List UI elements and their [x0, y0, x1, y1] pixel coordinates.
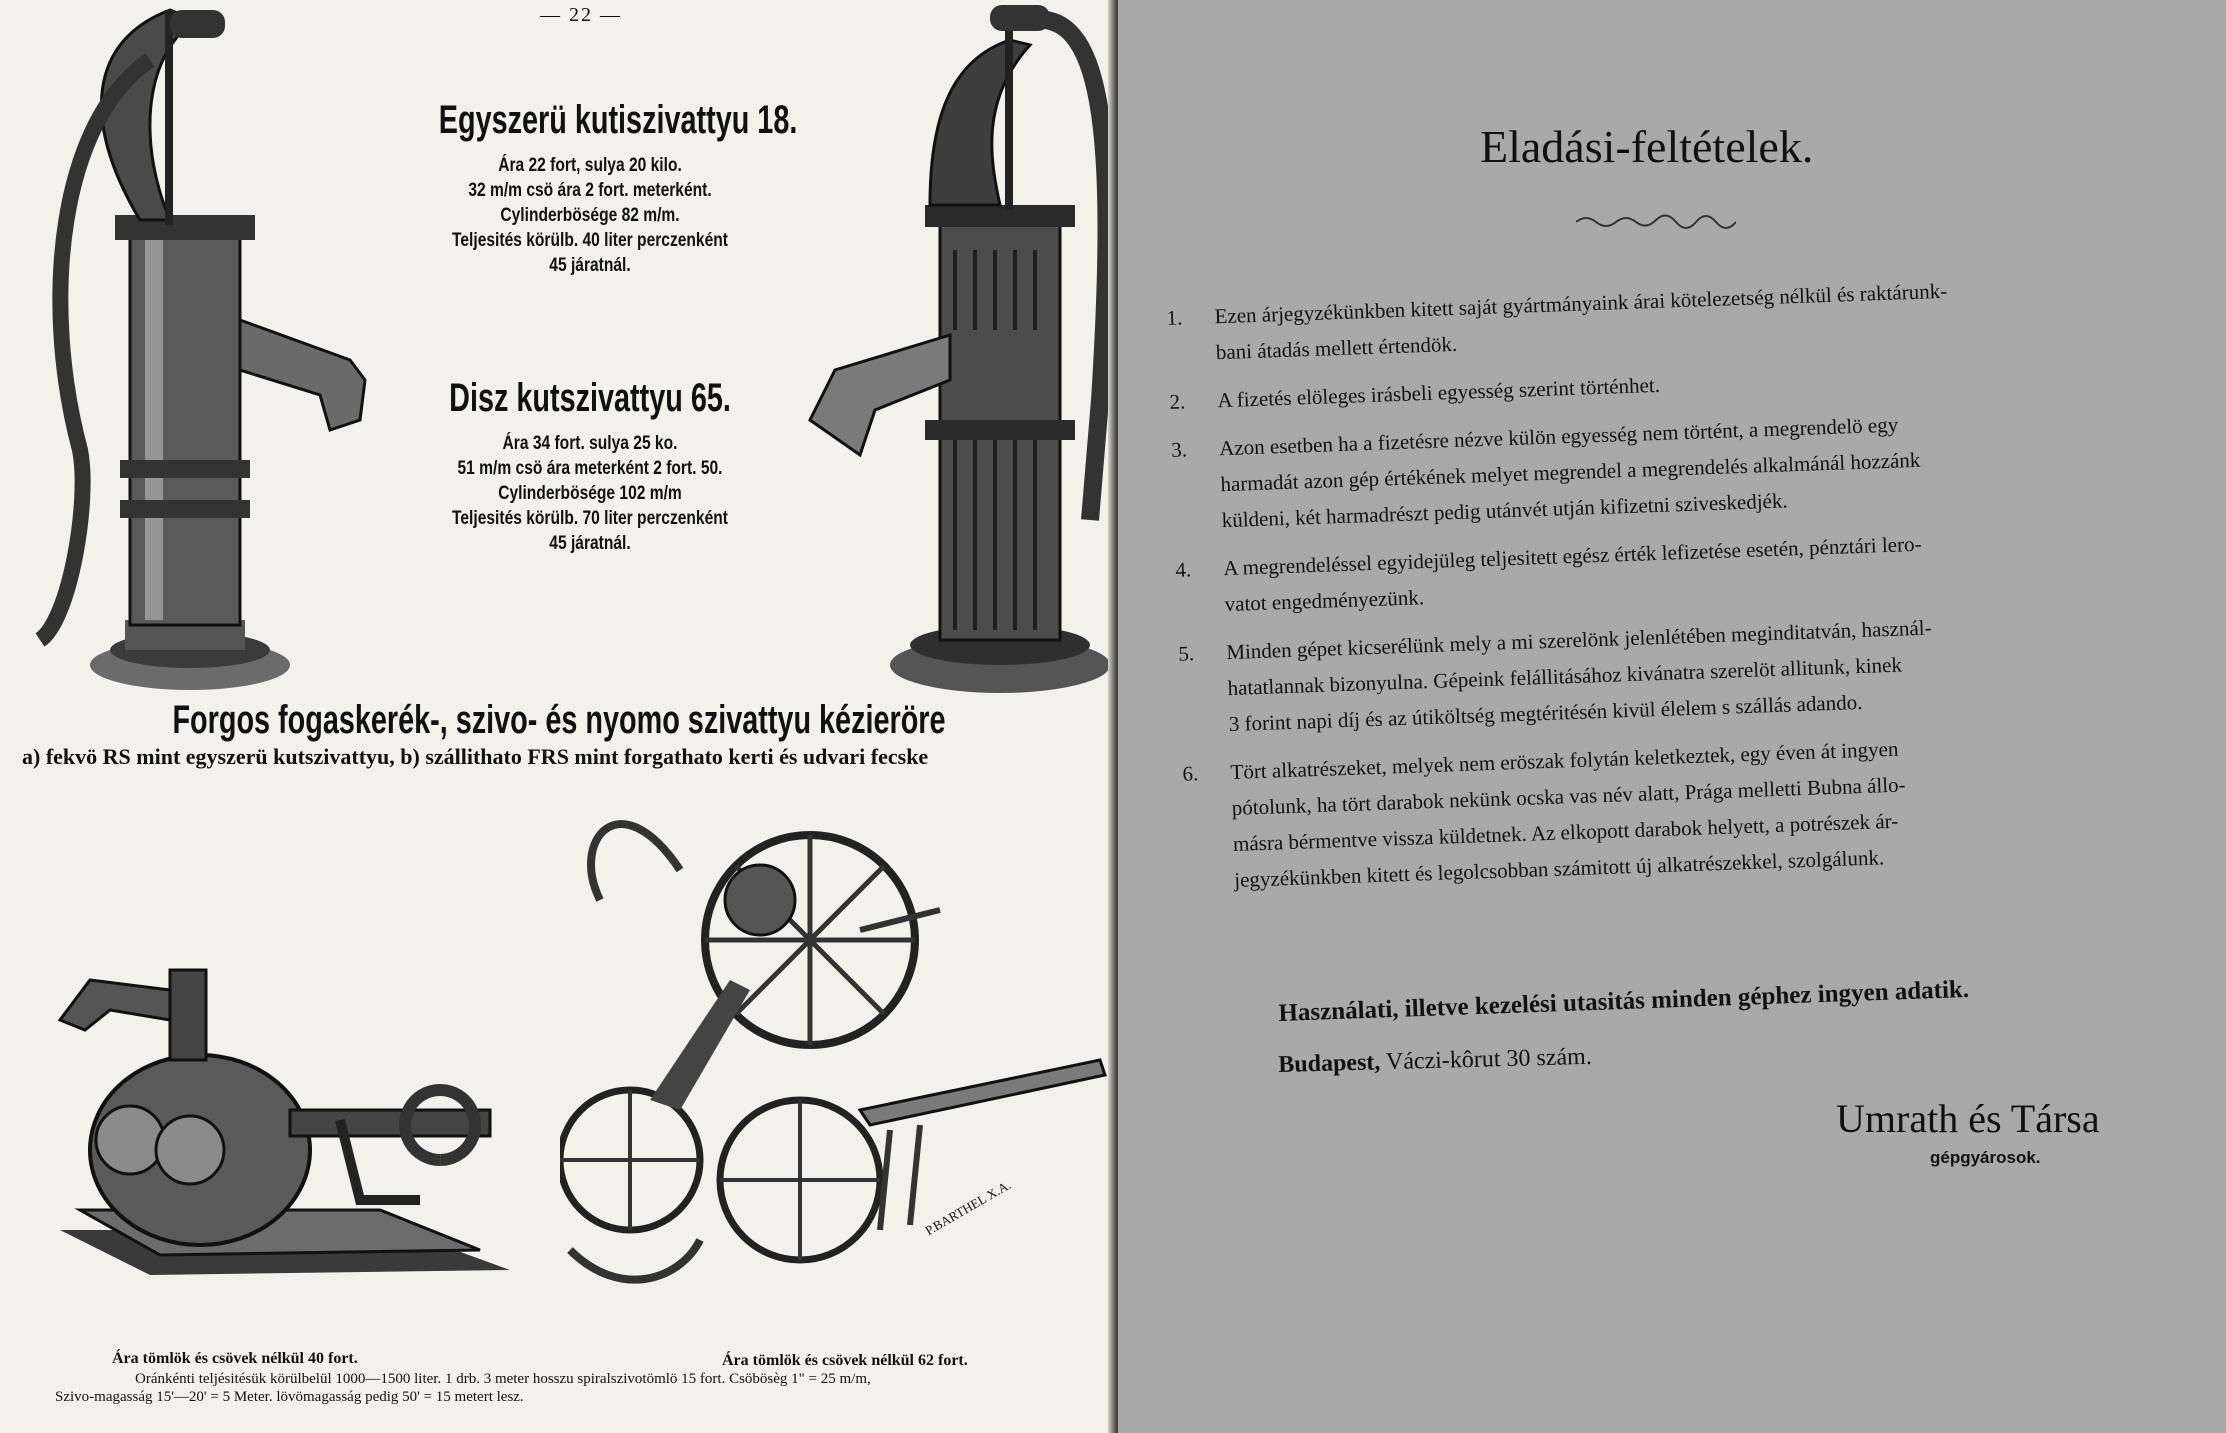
condition-text: Tört alkatrészeket, melyek nem eröszak folytán keletkeztek, egy éven át ingyen — [1230, 736, 1899, 785]
usage-note: Használati, illetve kezelési utasitás minden géphez ingyen adatik. — [1278, 975, 1970, 1027]
address-city: Budapest, — [1278, 1049, 1381, 1078]
conditions-list — [1166, 264, 2217, 912]
signature-sub: gépgyárosok. — [1930, 1148, 2041, 1167]
condition-item — [1178, 600, 2211, 744]
condition-number: 3. — [1170, 437, 1188, 462]
pump-18-illustration — [20, 0, 380, 700]
terms-title: Eladási-feltételek. — [1480, 121, 1814, 172]
caption-output: Oránkénti teljésitésük körülbelül 1000—1500 liter. 1 drb. 3 meter hosszu spiralszivotömlö 15 fort. Csöbösèg 1" = 25 m/m, — [135, 1371, 871, 1387]
address-street: Váczi-kôrut 30 szám. — [1385, 1043, 1593, 1076]
pump-65-title: Disz kutszivattyu 65. — [449, 376, 731, 420]
condition-text: bani átadás mellett értendök. — [1215, 331, 1458, 365]
pump-18-title: Egyszerü kutiszivattyu 18. — [438, 98, 798, 142]
page-number: — 22 — — [540, 4, 622, 26]
engraver-mark: P.BARTHEL X.A. — [922, 1177, 1014, 1239]
pump-65-block — [380, 376, 800, 556]
condition-text: pótolunk, ha tört darabok nekünk ocska vas név alatt, Prága melletti Bubna állo- — [1231, 772, 1906, 821]
pump-65-line: 51 m/m csö ára meterként 2 fort. 50. — [457, 458, 723, 479]
condition-number: 1. — [1166, 305, 1183, 330]
address — [1278, 1044, 1592, 1079]
condition-text: hatatlannak bizonyulna. Gépeink felállitásához kivánatra szerelöt allitunk, kinek — [1227, 652, 1903, 701]
condition-text: A megrendeléssel egyidejüleg teljesitett egész érték lefizetése esetén, pénztári lero- — [1222, 531, 1922, 581]
pump-65-line: Teljesités körülb. 70 liter perczenként — [452, 508, 728, 529]
condition-text: Minden gépet kicserélünk mely a mi szerelönk jelenlétében meginditatván, használ- — [1225, 615, 1932, 665]
caption-price-right: Ára tömlök és csövek nélkül 62 fort. — [722, 1352, 968, 1369]
wheeled-pump-illustration — [560, 780, 1118, 1300]
section-subtitle: a) fekvö RS mint egyszerü kutszivattyu, b) szállithato FRS mint forgathato kerti és udvari fecske — [22, 744, 929, 769]
condition-text: Ezen árjegyzékünkben kitett saját gyártmányaink árai kötelezetség nélkül és raktárunk- — [1214, 278, 1948, 329]
title-ornament — [1576, 210, 1736, 230]
pump-18-line: 32 m/m csö ára 2 fort. meterként. — [468, 180, 712, 201]
condition-number: 2. — [1169, 389, 1186, 414]
condition-text: jegyzékünkben kitett és legolcsobban számitott új alkatrészekkel, szolgálunk. — [1233, 845, 1885, 892]
pump-65-line: Ára 34 fort. sulya 25 ko. — [502, 433, 678, 454]
condition-item — [1182, 720, 2216, 900]
condition-number: 5. — [1177, 641, 1195, 666]
caption-price-left: Ára tömlök és csövek nélkül 40 fort. — [112, 1350, 358, 1367]
condition-text: küldeni, két harmadrészt pedig utánvét utján kifizetni sziveskedjék. — [1221, 488, 1789, 533]
pump-18-line: Ára 22 fort, sulya 20 kilo. — [498, 155, 682, 176]
caption-suction: Szivo-magasság 15'—20' = 5 Meter. lövömagasság pedig 50' = 15 metert lesz. — [55, 1389, 524, 1405]
condition-text: Azon esetben ha a fizetésre nézve külön egyesség nem történt, a megrendelö egy — [1218, 412, 1899, 461]
condition-text: A fizetés elöleges irásbeli egyesség szerint történhet. — [1217, 372, 1661, 413]
pump-18-line: 45 járatnál. — [549, 255, 631, 276]
pump-65-illustration — [800, 0, 1118, 700]
right-page — [1118, 0, 2226, 1433]
condition-text: 3 forint napi díj és az útiköltség megtéritésén kivül élelem s szállás adando. — [1228, 689, 1863, 737]
gear-pump-illustration — [40, 930, 540, 1300]
pump-65-line: 45 járatnál. — [549, 533, 631, 554]
condition-number: 4. — [1175, 557, 1192, 582]
condition-text: vatot engedményezünk. — [1224, 585, 1425, 617]
signature: Umrath és Társa — [1836, 1096, 2100, 1141]
condition-item — [1171, 396, 2204, 540]
pump-18-block — [380, 98, 800, 278]
pump-65-line: Cylinderbösége 102 m/m — [498, 483, 682, 504]
condition-number: 6. — [1182, 761, 1199, 786]
section-title: Forgos fogaskerék-, szivo- és nyomo szivattyu kézieröre — [172, 698, 946, 742]
pump-18-line: Teljesités körülb. 40 liter perczenként — [452, 230, 728, 251]
pump-18-line: Cylinderbösége 82 m/m. — [500, 205, 680, 226]
condition-text: másra bérmentve vissza küldetnek. Az elkopott darabok helyett, a potrészek ár- — [1232, 808, 1899, 856]
condition-text: harmadát azon gép értékének melyet megrendel a megrendelés alkalmánál hozzánk — [1220, 447, 1921, 497]
